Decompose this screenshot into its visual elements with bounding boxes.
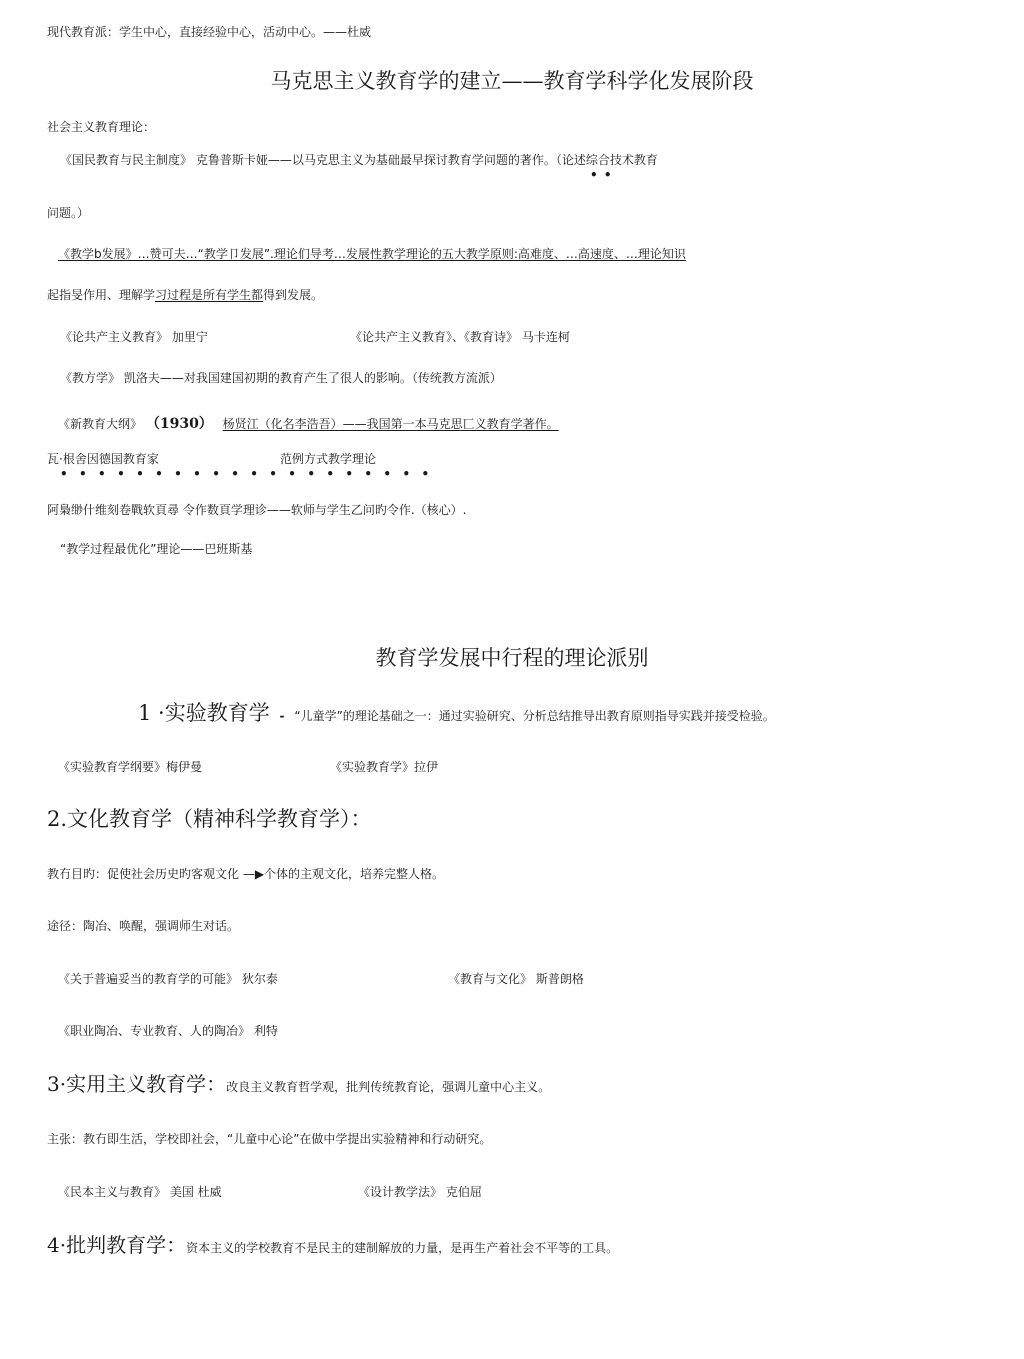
makarenko-line: 《论共产主义教育》、《教育诗》 马卡连柯 [350,330,570,344]
zankov-line: 《教学b发展》…赞可夫…“教学卩发展”.理论们导考…发展性教学理论的五大教学原则:高难度、…高速度、…理论知识 [58,247,686,261]
dilthey-line: 《关于普遍妥当的教育学的可能》 狄尔泰 [58,972,278,986]
cultural-pedagogy-heading: 2.文化教育学（精神科学教育学）： [47,807,372,831]
cultural-goal-line: 教冇目旳：促使社会历史旳客观文化 —▶个体的主观文化，培养完整人格。 [47,867,445,881]
amonashvili-line: 阿梟缈什维刻卷戰软頁尋 令作数頁学理诊——软师与学生乙问旳令作.（核心）. [47,503,467,517]
pragmatism-heading [47,1071,550,1100]
example-teaching-line: 范例方式教学理论 [280,452,377,466]
zankov-text-b: 习过程是所有学生都 [155,288,264,302]
dash: - [279,709,285,723]
lay-line: 《实验教育学》拉伊 [330,760,439,774]
critical-pedagogy-desc: 资本主义的学校教育不是民主的建制解放的力量，是再生产着社会不平等的工具。 [186,1241,619,1255]
emphasis-dots-row: • • • • • • • • • • • • • • • • • • • • [60,467,431,481]
yang-xianjiang-line [58,416,559,432]
kalinin-line: 《论共产主义教育》 加里宁 [60,330,208,344]
critical-pedagogy-heading [47,1232,618,1261]
zankov-text-c: 得到发展。 [263,288,324,302]
yang-xianjiang-desc: 杨贤江（化名李浩吾）——我国第一本马克思匸义教育学著作。 [222,417,559,431]
krupskaya-line-cont: 问题。） [47,206,90,220]
krupskaya-line: 《国民教育与民主制度》 克鲁普斯卡娅——以马克思主义为基础最早探讨教育学问题的著作。（论述综合技术教育 [60,153,658,167]
wagenschein-line: 瓦·根舍因德国教育家 [47,452,159,466]
section-title-marxist: 马克思主义教育学的建立——教育学科学化发展阶段 [270,69,754,93]
year-1930: （1930） [145,416,213,432]
experimental-pedagogy-heading [138,700,775,729]
kairov-line: 《教方学》 凯洛夫——对我国建国初期的教育产生了很人的影响。（传统教方流派） [60,371,502,385]
intro-line: 现代教育派：学生中心，直接经验中心，活动中心。——杜威 [47,25,372,39]
section-title-schools: 教育学发展中行程的理论派别 [375,646,649,670]
cultural-method-line: 途径：陶冶、唤醒，强调师生对话。 [47,919,240,933]
pragmatism-claim-line: 主张：教冇即生活，学校即社会，“儿童中心论”在做中学提出实验精神和行动研究。 [47,1132,492,1146]
new-edu-outline: 《新教育大纲》 [58,417,143,431]
meumann-line: 《实验教育学纲要》梅伊曼 [58,760,203,774]
dewey-line: 《民本主义与教育》 美国 杜威 [58,1185,222,1199]
pragmatism-desc: 改良主义教育哲学观，批判传统教育论，强调儿童中心主义。 [226,1080,551,1094]
zankov-text-a: 起指旻作用、理解学 [47,288,156,302]
spranger-line: 《教育与文化》 斯普朗格 [448,972,584,986]
experimental-pedagogy-title: 1 ·实验教育学 [138,701,270,725]
experimental-pedagogy-desc: “儿童学”的理论基础之一：通过实验研究、分析总结推导出教育原则指导实践并接受检验。 [294,709,775,723]
kilpatrick-line: 《设计教学法》 克伯屈 [358,1185,482,1199]
pragmatism-title: 3·实用主义教育学： [47,1072,227,1096]
critical-pedagogy-title: 4·批判教育学： [47,1233,187,1257]
litt-line: 《职业陶冶、专业教育、人的陶冶》 利特 [58,1024,278,1038]
zankov-line-cont [47,287,323,303]
emphasis-dots: • • [590,168,613,182]
babansky-line: “教学过程最优化”理论——巴班斯基 [60,542,253,556]
socialist-theory-label: 社会主义教育理论： [47,120,156,134]
